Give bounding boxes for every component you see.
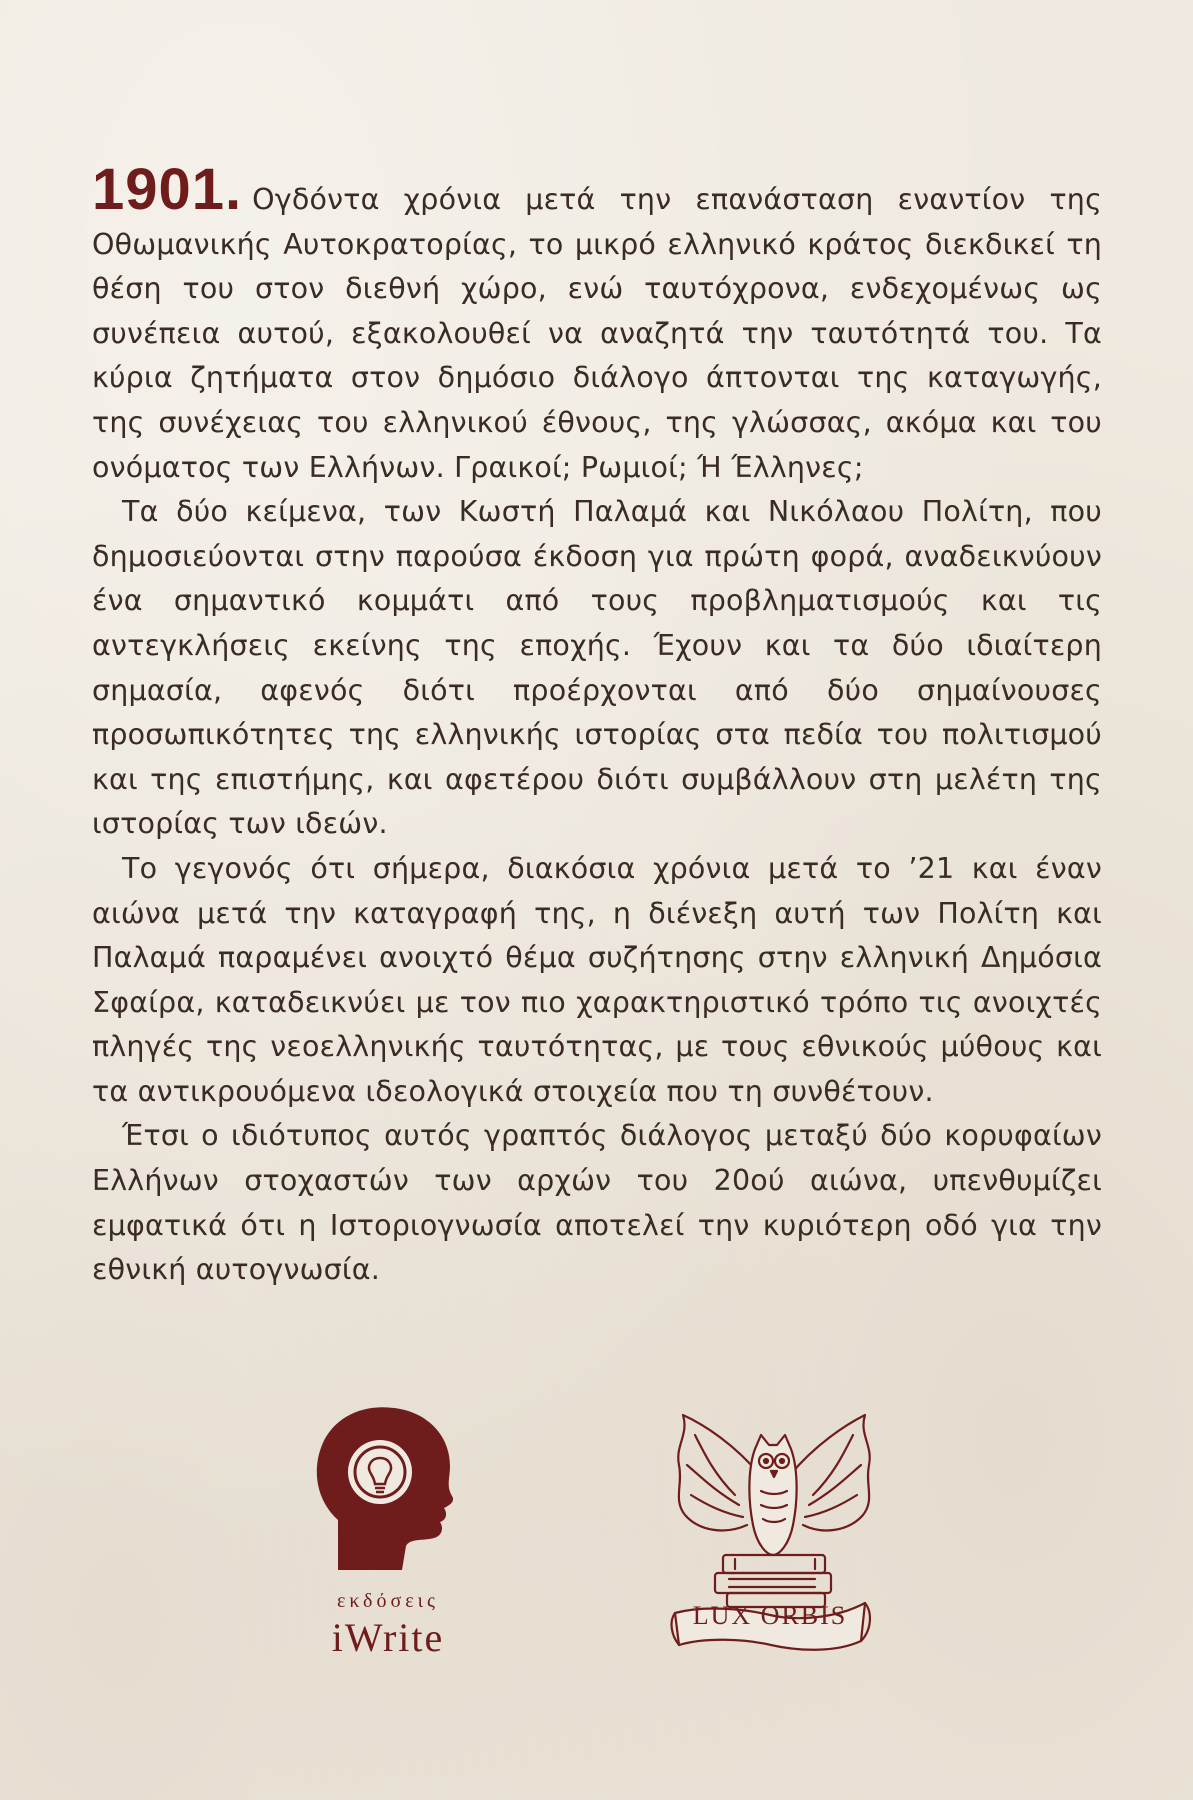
iwrite-brand-name: iWrite — [331, 1615, 445, 1660]
back-cover-text — [92, 157, 1102, 1293]
head-lightbulb-icon — [298, 1400, 478, 1585]
paragraph-4: Έτσι ο ιδιότυπος αυτός γραπτός διάλογος μεταξύ δύο κορυφαίων Ελλήνων στοχαστών των αρχών του 20ού αιώνα, υπενθυμίζει εμφατικά ότι η Ιστοριογνωσία αποτελεί την κυριότερη οδό για την εθνική αυτογνωσία. — [92, 1119, 1102, 1287]
paragraph-1-text: Ογδόντα χρόνια μετά την επανάσταση εναντίον της Οθωμανικής Αυτοκρατορίας, το μικρό ελληνικό κράτος διεκδικεί τη θέση του στον διεθνή χώρο, ενώ ταυτόχρονα, ενδεχομένως ως συνέπεια αυτού, εξακολουθεί να αναζητά την ταυτότητά του. Τα κύρια ζητήματα στον δημόσιο διάλογο άπτονται της καταγωγής, της συνέχειας του ελληνικού έθνους, της γλώσσας, ακόμα και του ονόματος των Ελλήνων. Γραικοί; Ρωμιοί; Ή Έλληνες; — [92, 183, 1102, 484]
lux-orbis-brand-name: LUX ORBIS — [692, 1601, 848, 1630]
paragraph-2: Τα δύο κείμενα, των Κωστή Παλαμά και Νικόλαου Πολίτη, που δημοσιεύονται στην παρούσα έκδοση για πρώτη φορά, αναδεικνύουν ένα σημαντικό κομμάτι από τους προβληματισμούς και τις αντεγκλήσεις εκείνης της εποχής. Έχουν και τα δύο ιδιαίτερη σημασία, αφενός διότι προέρχονται από δύο σημαίνουσες προσωπικότητες της ελληνικής ιστορίας στα πεδία του πολιτισμού και της επιστήμης, και αφετέρου διότι συμβάλλουν στη μελέτη της ιστορίας των ιδεών. — [92, 495, 1102, 841]
paragraph-3: Το γεγονός ότι σήμερα, διακόσια χρόνια μετά το ’21 και έναν αιώνα μετά την καταγραφή της, η διένεξη αυτή των Πολίτη και Παλαμά παραμένει ανοιχτό θέμα συζήτησης στην ελληνική Δημόσια Σφαίρα, καταδεικνύει με τον πιο χαρακτηριστικό τρόπο τις ανοιχτές πληγές της νεοελληνικής ταυτότητας, με τους εθνικούς μύθους και τα αντικρουόμενα ιδεολογικά στοιχεία που τη συνθέτουν. — [92, 851, 1102, 1108]
lux-orbis-logo — [665, 1405, 875, 1655]
paragraph-1 — [92, 157, 1102, 490]
year-heading: 1901. — [92, 157, 243, 222]
iwrite-logo — [298, 1400, 478, 1660]
iwrite-publisher-label: εκδόσεις — [337, 1590, 439, 1612]
